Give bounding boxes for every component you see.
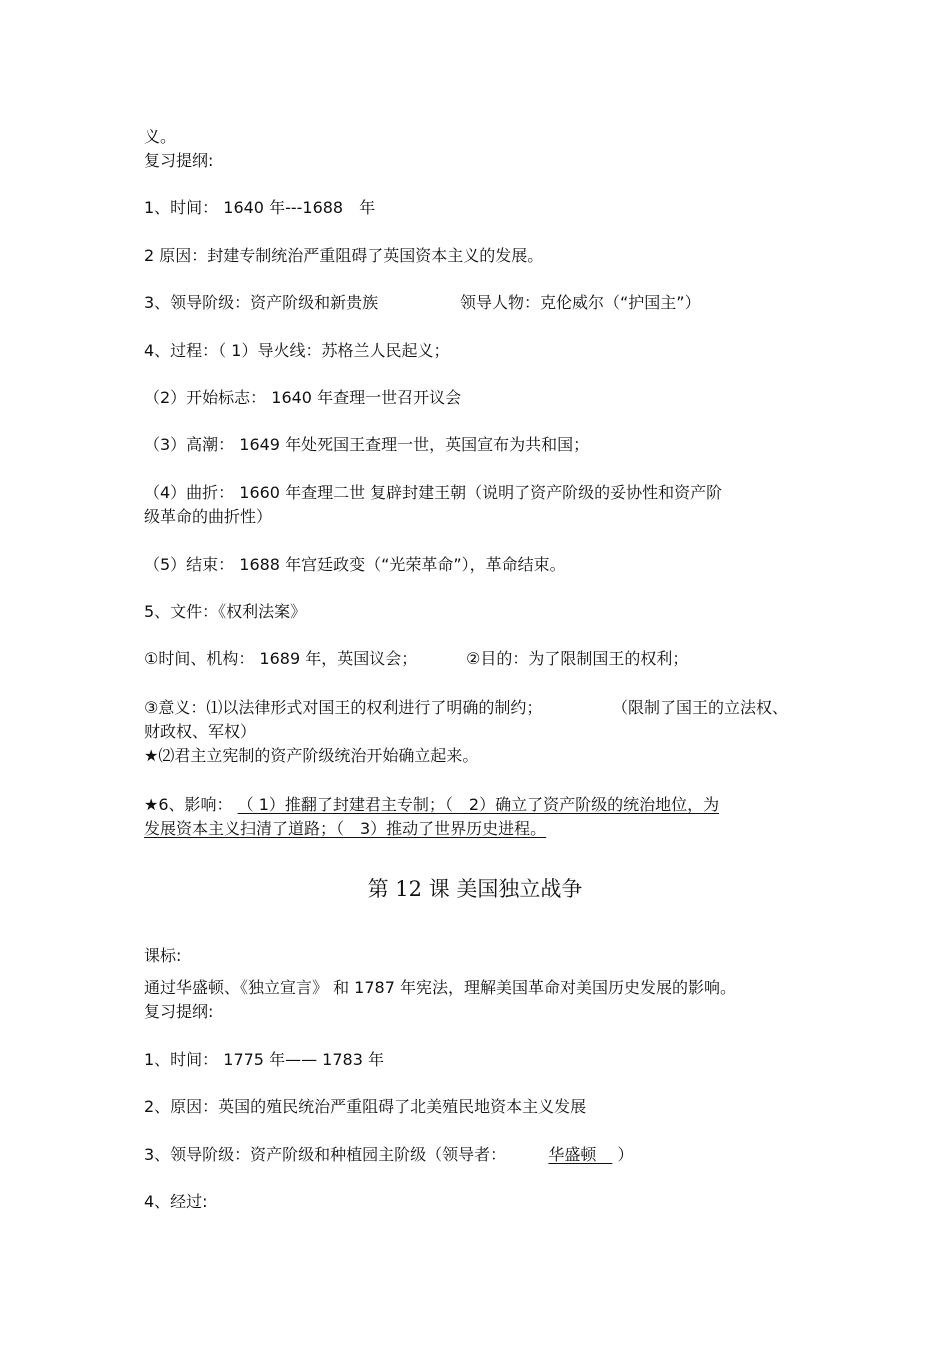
lesson-leader-prefix: 3、领导阶级：资产阶级和种植园主阶级（领导者： <box>144 1145 507 1164</box>
process-line: 4、过程：（ 1）导火线：苏格兰人民起义； <box>144 341 450 360</box>
impact-text: （ 1）推翻了封建君主专制；（ 2）确立了资产阶级的统治地位，为 <box>237 795 720 814</box>
lesson-heading: 第 12 课 美国独立战争 <box>367 877 583 901</box>
process-end-line: （5）结束： 1688 年宫廷政变（“光荣革命”），革命结束。 <box>144 555 566 574</box>
lesson-process-line: 4、经过: <box>144 1192 208 1211</box>
process-start-line: （2）开始标志： 1640 年查理一世召开议会 <box>144 388 462 407</box>
standard-text: 通过华盛顿、《独立宣言》 和 1787 年宪法，理解美国革命对美国历史发展的影响。 <box>144 978 736 997</box>
cause-line: 2 原因：封建专制统治严重阻碍了英国资本主义的发展。 <box>144 246 544 265</box>
process-twist-line: （4）曲折： 1660 年查理二世 复辟封建王朝（说明了资产阶级的妥协性和资产阶 <box>144 483 723 502</box>
lesson-leader-name: 华盛顿 <box>548 1145 613 1164</box>
impact-line-2: 发展资本主义扫清了道路；（ 3）推动了世界历史进程。 <box>144 819 547 838</box>
impact-label: ★6、影响： <box>144 795 233 814</box>
leader-person-line: 领导人物：克伦威尔（“护国主”） <box>460 293 701 312</box>
outline-title: 复习提纲: <box>144 151 214 170</box>
continuation-text: 义。 <box>144 127 177 146</box>
impact-line <box>144 794 719 816</box>
document-aim-line: ②目的：为了限制国王的权利； <box>466 649 689 668</box>
meaning-star-line: ★⑵君主立宪制的资产阶级统治开始确立起来。 <box>144 746 479 765</box>
lesson-cause-line: 2、原因：英国的殖民统治严重阻碍了北美殖民地资本主义发展 <box>144 1097 587 1116</box>
process-twist-line-2: 级革命的曲折性） <box>144 507 273 526</box>
process-climax-line: （3）高潮： 1649 年处死国王查理一世，英国宣布为共和国； <box>144 435 590 454</box>
lesson-leader-line <box>144 1144 634 1166</box>
lesson-outline-title: 复习提纲: <box>144 1002 214 1021</box>
leader-class-line: 3、领导阶级：资产阶级和新贵族 <box>144 293 379 312</box>
meaning-line: ③意义：⑴以法律形式对国王的权利进行了明确的制约； <box>144 698 543 717</box>
lesson-leader-suffix: ） <box>617 1145 634 1164</box>
time-line: 1、时间： 1640 年---1688 年 <box>144 198 376 217</box>
document-time-line: ①时间、机构： 1689 年，英国议会； <box>144 649 418 668</box>
meaning-line-2: 财政权、军权） <box>144 722 257 741</box>
lesson-time-line: 1、时间： 1775 年—— 1783 年 <box>144 1050 384 1069</box>
standard-label: 课标: <box>144 946 182 965</box>
document-line: 5、文件：《权利法案》 <box>144 602 307 621</box>
meaning-line-note: （限制了国王的立法权、 <box>612 698 789 717</box>
